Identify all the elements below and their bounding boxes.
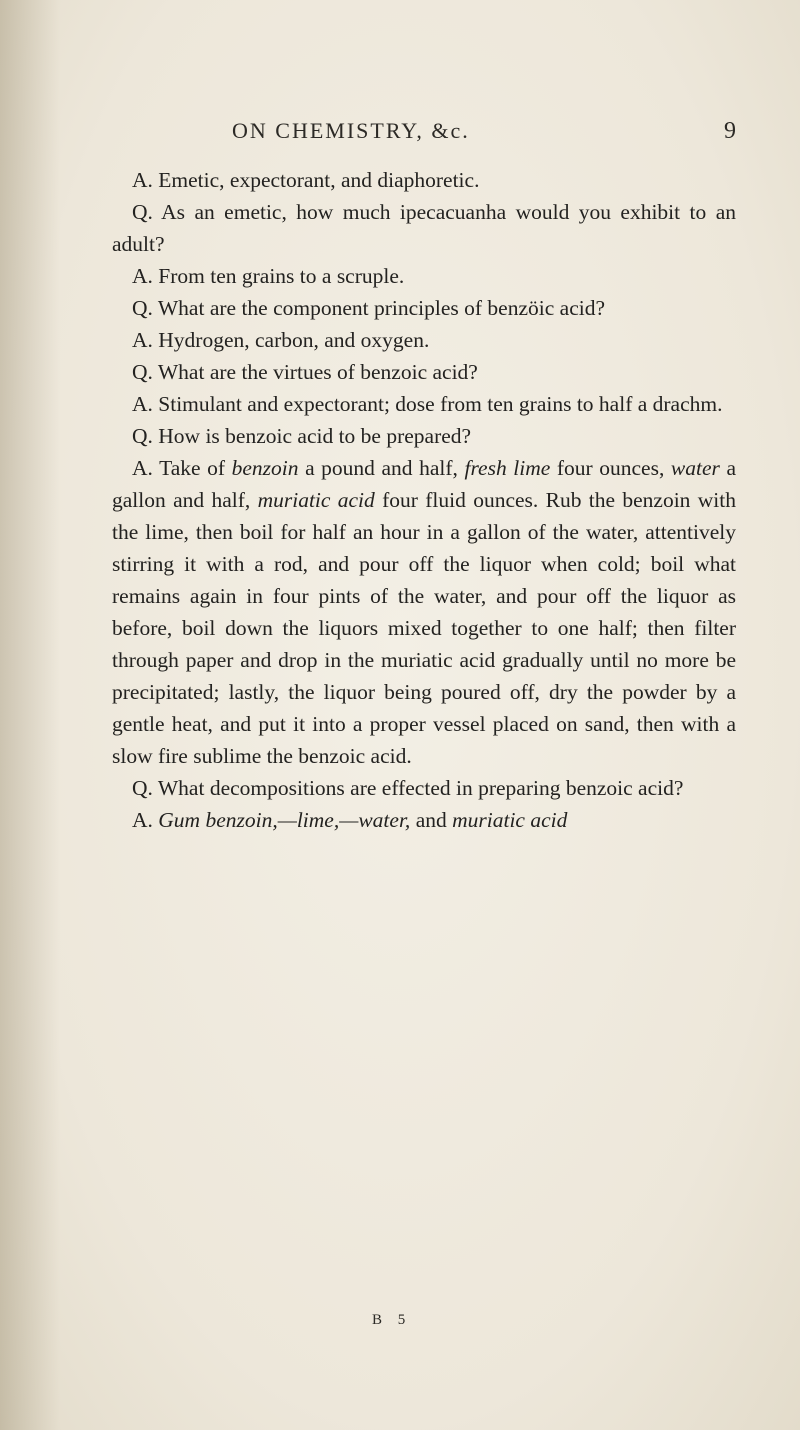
text-run: A. Take of [132, 456, 232, 480]
text-run: and [410, 808, 453, 832]
spine-shadow [0, 0, 60, 1430]
paragraph-answer [112, 164, 736, 196]
paragraph-answer [112, 388, 736, 420]
signature-mark: B 5 [372, 1312, 412, 1328]
text-run: Q. What decompositions are effected in preparing benzoic acid? [132, 776, 684, 800]
italic-ingredient: benzoin [231, 456, 299, 480]
paragraph-answer [112, 260, 736, 292]
text-run: a pound and half, [298, 456, 465, 480]
text-run: Q. What are the component principles of benzöic acid? [132, 296, 606, 320]
paragraph-question [112, 292, 736, 324]
text-run: A. Hydrogen, carbon, and oxygen. [132, 328, 430, 352]
paragraph-answer [112, 804, 736, 836]
body-text [112, 164, 736, 836]
italic-ingredient: muriatic acid [452, 808, 568, 832]
running-head [150, 118, 736, 148]
italic-ingredient: fresh lime [464, 456, 551, 480]
paragraph-question [112, 772, 736, 804]
text-run: A. From ten grains to a scruple. [132, 264, 405, 288]
paragraph-answer [112, 324, 736, 356]
italic-ingredient: muriatic acid [257, 488, 375, 512]
paragraph-question [112, 420, 736, 452]
paragraph-answer-recipe [112, 452, 736, 772]
text-run: four fluid ounces. Rub the benzoin with the lime, then boil for half an hour in a gallon of the water, attentively stirring it with a rod, and pour off the liquor when cold; boil what remains again in four pints of the water, and pour off the liquor as before, boil down the liquors mixed together to one half; then filter through paper and drop in the muriatic acid gradually until no more be precipitated; lastly, the liquor being poured off, dry the powder by a gentle heat, and put it into a proper vessel placed on sand, then with a slow fire sublime the benzoic acid. [112, 488, 736, 768]
text-run: A. Stimulant and expectorant; dose from ten grains to half a drachm. [132, 392, 723, 416]
text-run: A. Emetic, expectorant, and diaphoretic. [132, 168, 480, 192]
text-run: Q. How is benzoic acid to be prepared? [132, 424, 472, 448]
text-run: four ounces, [550, 456, 671, 480]
text-run: a gallon and half, [112, 456, 737, 512]
italic-ingredient: Gum benzoin,—lime,—water, [158, 808, 411, 832]
paragraph-question [112, 356, 736, 388]
page-number: 9 [724, 118, 736, 144]
text-run: Q. As an emetic, how much ipecacuanha would you exhibit to an adult? [112, 200, 736, 256]
text-run: A. [132, 808, 159, 832]
paragraph-question [112, 196, 736, 260]
running-title: ON CHEMISTRY, &c. [232, 118, 470, 143]
italic-ingredient: water [670, 456, 720, 480]
text-run: Q. What are the virtues of benzoic acid? [132, 360, 478, 384]
